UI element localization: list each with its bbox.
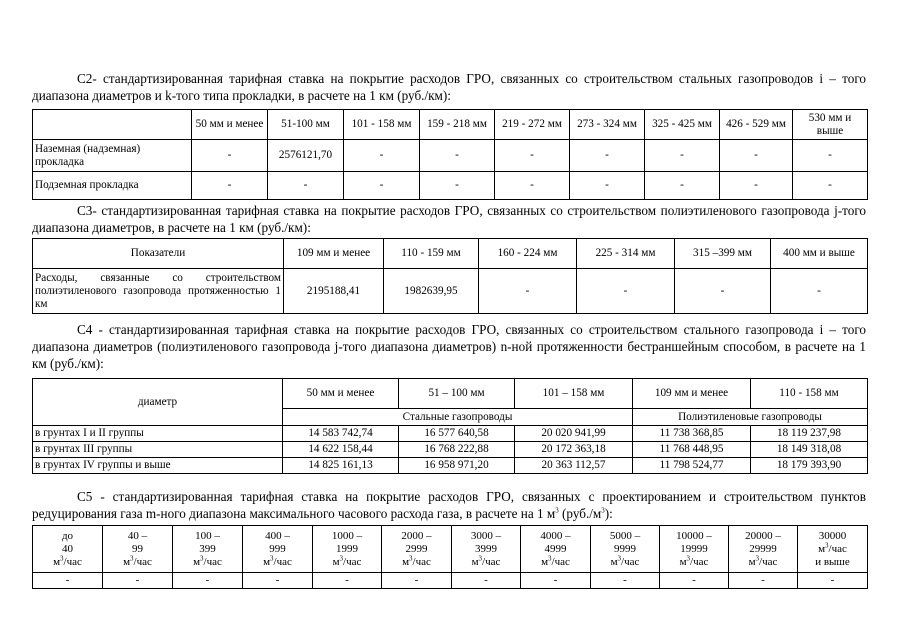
- table-cell: -: [521, 573, 591, 589]
- c5-range-to: 3999: [475, 542, 497, 555]
- table-row: [33, 269, 868, 314]
- table-cell: -: [173, 573, 243, 589]
- c5-header-cell: [452, 526, 521, 573]
- table-cell: -: [793, 140, 868, 172]
- table-cell: -: [452, 573, 521, 589]
- c4-header-row: [33, 379, 868, 409]
- table-cell: -: [420, 140, 495, 172]
- table-cell: 11 798 524,77: [633, 458, 751, 474]
- c4-header-cell: 101 – 158 мм: [515, 379, 633, 409]
- table-cell: -: [103, 573, 173, 589]
- table-cell: 2195188,41: [284, 269, 384, 314]
- c5-header-cell: [591, 526, 660, 573]
- c2-header-cell: 273 - 324 мм: [570, 110, 645, 140]
- row-label: Наземная (надземная) прокладка: [33, 140, 192, 172]
- unit-base: м: [610, 555, 618, 568]
- unit-base: м: [541, 555, 549, 568]
- c2-header-cell: 530 мм и выше: [793, 110, 868, 140]
- c3-header-cell: 160 - 224 мм: [479, 239, 577, 269]
- table-cell: 16 768 222,88: [399, 442, 515, 458]
- unit-sup: 3: [200, 553, 204, 562]
- table-cell: 14 583 742,74: [283, 426, 399, 442]
- c5-unit: [522, 553, 589, 569]
- table-cell: -: [577, 269, 675, 314]
- table-cell: -: [268, 172, 344, 200]
- unit-tail: /час: [343, 555, 362, 568]
- c3-paragraph: С3- стандартизированная тарифная ставка на покрытие расходов ГРО, связанных со строительством полиэтиленового газопровода j-того диапазона диаметров, в расчете на 1 км (руб./км):: [32, 203, 866, 235]
- c4-paragraph: С4 - стандартизированная тарифная ставка на покрытие расходов ГРО, связанных со строительством стального газопровода i – того диапазона диаметров (полиэтиленового газопровода j-того диапазона диаметров) n-ной протяженности бестраншейным способом, в расчете на 1 км (руб./км):: [32, 322, 866, 371]
- table-cell: -: [495, 172, 570, 200]
- table-cell: -: [33, 573, 103, 589]
- row-label: Подземная прокладка: [33, 172, 192, 200]
- c3-header-cell: 400 мм и выше: [771, 239, 868, 269]
- c5-range-from: 10000 –: [676, 529, 712, 542]
- c5-header-cell: [729, 526, 798, 573]
- c5-range-to: 99: [132, 542, 143, 555]
- c4-header-cell: 109 мм и менее: [633, 379, 751, 409]
- table-cell: -: [344, 140, 420, 172]
- unit-sup: 3: [617, 553, 622, 562]
- row-label: в грунтах I и II группы: [33, 426, 283, 442]
- row-label: в грунтах IV группы и выше: [33, 458, 283, 474]
- c5-range-from: 5000 –: [609, 529, 641, 542]
- table-cell: -: [675, 269, 771, 314]
- table-cell: -: [645, 172, 720, 200]
- unit-sup: 3: [548, 553, 552, 562]
- c5-range-to: 9999: [614, 542, 636, 555]
- table-cell: -: [771, 269, 868, 314]
- c5-range-from: 1000 –: [331, 529, 363, 542]
- unit-base: м: [123, 555, 131, 568]
- table-cell: -: [645, 140, 720, 172]
- c5-unit: [661, 553, 727, 569]
- table-cell: 14 622 158,44: [283, 442, 399, 458]
- unit-sup: 3: [825, 540, 829, 549]
- c5-header-cell: [382, 526, 452, 573]
- unit-tail: /час: [690, 555, 709, 568]
- c3-header-row: [33, 239, 868, 269]
- table-cell: -: [570, 140, 645, 172]
- table-cell: 2576121,70: [268, 140, 344, 172]
- c5-header-cell: [33, 526, 103, 573]
- c5-unit: [314, 553, 380, 569]
- c4-corner-cell: диаметр: [33, 379, 283, 426]
- unit-tail: /час: [133, 555, 152, 568]
- c5-header-cell: [243, 526, 313, 573]
- c5-header-row: [33, 526, 868, 573]
- c2-paragraph: С2- стандартизированная тарифная ставка на покрытие расходов ГРО, связанных со строительством стальных газопроводов i – того диапазона диаметров и k-того типа прокладки, в расчете на 1 км (руб./км):: [32, 71, 866, 103]
- c5-range-from: 20000 –: [745, 529, 781, 542]
- c5-header-cell: [521, 526, 591, 573]
- c5-range-from: 4000 –: [540, 529, 571, 542]
- table-cell: -: [192, 140, 268, 172]
- table-cell: 16 577 640,58: [399, 426, 515, 442]
- table-cell: 18 179 393,90: [751, 458, 868, 474]
- c5-paragraph: [32, 488, 866, 522]
- c2-table: [32, 109, 868, 200]
- c5-unit: [34, 553, 101, 569]
- table-cell: -: [798, 573, 868, 589]
- table-cell: 18 149 318,08: [751, 442, 868, 458]
- table-cell: -: [479, 269, 577, 314]
- c2-header-cell: 101 - 158 мм: [344, 110, 420, 140]
- c5-unit: [453, 553, 519, 569]
- table-cell: 20 363 112,57: [515, 458, 633, 474]
- unit-sup: 3: [130, 553, 134, 562]
- c4-header-cell: 51 – 100 мм: [399, 379, 515, 409]
- c5-unit: [383, 553, 450, 569]
- unit-tail: /час: [203, 555, 222, 568]
- c3-header-cell: 109 мм и менее: [284, 239, 384, 269]
- c5-range-from: 3000 –: [470, 529, 502, 542]
- row-label: в грунтах III группы: [33, 442, 283, 458]
- c5-unit: [244, 553, 311, 569]
- c2-header-cell: 219 - 272 мм: [495, 110, 570, 140]
- c5-range-tail: и выше: [815, 555, 850, 568]
- c3-corner-cell: Показатели: [33, 239, 284, 269]
- c2-header-cell: 159 - 218 мм: [420, 110, 495, 140]
- c5-header-cell: [173, 526, 243, 573]
- unit-tail: /час: [412, 555, 431, 568]
- c3-header-cell: 110 - 159 мм: [384, 239, 479, 269]
- row-label: Расходы, связанные со строительством полиэтиленового газопровода протяженностью 1 км: [33, 269, 284, 314]
- c5-header-cell: [798, 526, 868, 573]
- unit-tail: /час: [63, 555, 82, 568]
- unit-base: м: [193, 555, 201, 568]
- c5-unit: [174, 553, 241, 569]
- c5-range-to: 1999: [336, 542, 358, 555]
- table-cell: -: [591, 573, 660, 589]
- unit-sup: 3: [339, 553, 344, 562]
- unit-base: м: [471, 555, 479, 568]
- table-row: [33, 458, 868, 474]
- c5-text-b: (руб./м: [558, 506, 602, 521]
- c5-header-cell: [313, 526, 382, 573]
- c5-range-from: 2000 –: [401, 529, 432, 542]
- c5-unit: [592, 553, 658, 569]
- unit-sup: 3: [270, 553, 274, 562]
- table-cell: -: [720, 172, 793, 200]
- c5-range-to: 19999: [680, 542, 708, 555]
- c5-range-from: до: [61, 529, 74, 542]
- unit-tail: /час: [621, 555, 640, 568]
- table-cell: -: [243, 573, 313, 589]
- table-row: [33, 140, 868, 172]
- unit-sup: 3: [60, 553, 64, 562]
- c5-range-from: 40 –: [127, 529, 148, 542]
- c5-range-to: 4999: [544, 542, 567, 555]
- table-cell: -: [720, 140, 793, 172]
- unit-tail: /час: [551, 555, 570, 568]
- unit-tail: /час: [273, 555, 292, 568]
- table-cell: 1982639,95: [384, 269, 479, 314]
- table-row: [33, 426, 868, 442]
- table-row: [33, 573, 868, 589]
- table-cell: 20 020 941,99: [515, 426, 633, 442]
- unit-base: м: [53, 555, 61, 568]
- table-cell: 16 958 971,20: [399, 458, 515, 474]
- unit-base: м: [818, 542, 826, 555]
- table-cell: -: [382, 573, 452, 589]
- c4-header-cell: 50 мм и менее: [283, 379, 399, 409]
- steel-group-label: Стальные газопроводы: [283, 409, 633, 426]
- c5-range-to: 999: [269, 542, 286, 555]
- table-cell: 11 738 368,85: [633, 426, 751, 442]
- c3-header-cell: 225 - 314 мм: [577, 239, 675, 269]
- table-cell: -: [729, 573, 798, 589]
- unit-tail: /час: [759, 555, 778, 568]
- c2-corner-cell: [33, 110, 192, 140]
- c5-range-from: 30000: [818, 529, 847, 542]
- unit-base: м: [332, 555, 340, 568]
- table-cell: 11 768 448,95: [633, 442, 751, 458]
- table-cell: -: [344, 172, 420, 200]
- poly-group-label: Полиэтиленовые газопроводы: [633, 409, 868, 426]
- c2-header-row: [33, 110, 868, 140]
- table-row: [33, 172, 868, 200]
- table-row: [33, 442, 868, 458]
- c5-text-c: ):: [604, 506, 613, 521]
- unit-base: м: [679, 555, 687, 568]
- table-cell: 14 825 161,13: [283, 458, 399, 474]
- c4-header-cell: 110 - 158 мм: [751, 379, 868, 409]
- c5-range-from: 400 –: [265, 529, 290, 542]
- table-cell: -: [495, 140, 570, 172]
- unit-sup: 3: [755, 553, 760, 562]
- c4-table: [32, 378, 868, 474]
- c5-range-to: 2999: [405, 542, 428, 555]
- c5-range-to: 399: [199, 542, 216, 555]
- unit-sup: 3: [686, 553, 691, 562]
- table-cell: -: [793, 172, 868, 200]
- c5-unit: [799, 540, 866, 556]
- c5-range-to: 29999: [749, 542, 777, 555]
- unit-sup: 3: [409, 553, 413, 562]
- c2-header-cell: 51-100 мм: [268, 110, 344, 140]
- table-cell: -: [192, 172, 268, 200]
- unit-base: м: [402, 555, 410, 568]
- c5-header-cell: [103, 526, 173, 573]
- table-cell: -: [313, 573, 382, 589]
- c5-text-sup2: 3: [601, 506, 605, 515]
- unit-sup: 3: [478, 553, 483, 562]
- c5-range-to: 40: [62, 542, 73, 555]
- c3-header-cell: 315 –399 мм: [675, 239, 771, 269]
- unit-tail: /час: [828, 542, 847, 555]
- c3-table: [32, 238, 868, 314]
- table-cell: -: [420, 172, 495, 200]
- c5-text-sup: 3: [555, 506, 559, 515]
- c2-header-cell: 50 мм и менее: [192, 110, 268, 140]
- table-cell: 18 119 237,98: [751, 426, 868, 442]
- c2-header-cell: 426 - 529 мм: [720, 110, 793, 140]
- c5-unit: [730, 553, 796, 569]
- unit-base: м: [263, 555, 271, 568]
- c5-range-from: 100 –: [195, 529, 220, 542]
- unit-tail: /час: [482, 555, 501, 568]
- c5-text-a: С5 - стандартизированная тарифная ставка на покрытие расходов ГРО, связанных с проектированием и строительством пунктов редуцирования газа m-ного диапазона максимального часового расхода газа, в расчете на 1 м: [32, 489, 866, 521]
- table-cell: -: [660, 573, 729, 589]
- unit-base: м: [748, 555, 756, 568]
- table-cell: -: [570, 172, 645, 200]
- c2-header-cell: 325 - 425 мм: [645, 110, 720, 140]
- table-cell: 20 172 363,18: [515, 442, 633, 458]
- c5-unit: [104, 553, 171, 569]
- c5-table: [32, 525, 868, 589]
- c5-header-cell: [660, 526, 729, 573]
